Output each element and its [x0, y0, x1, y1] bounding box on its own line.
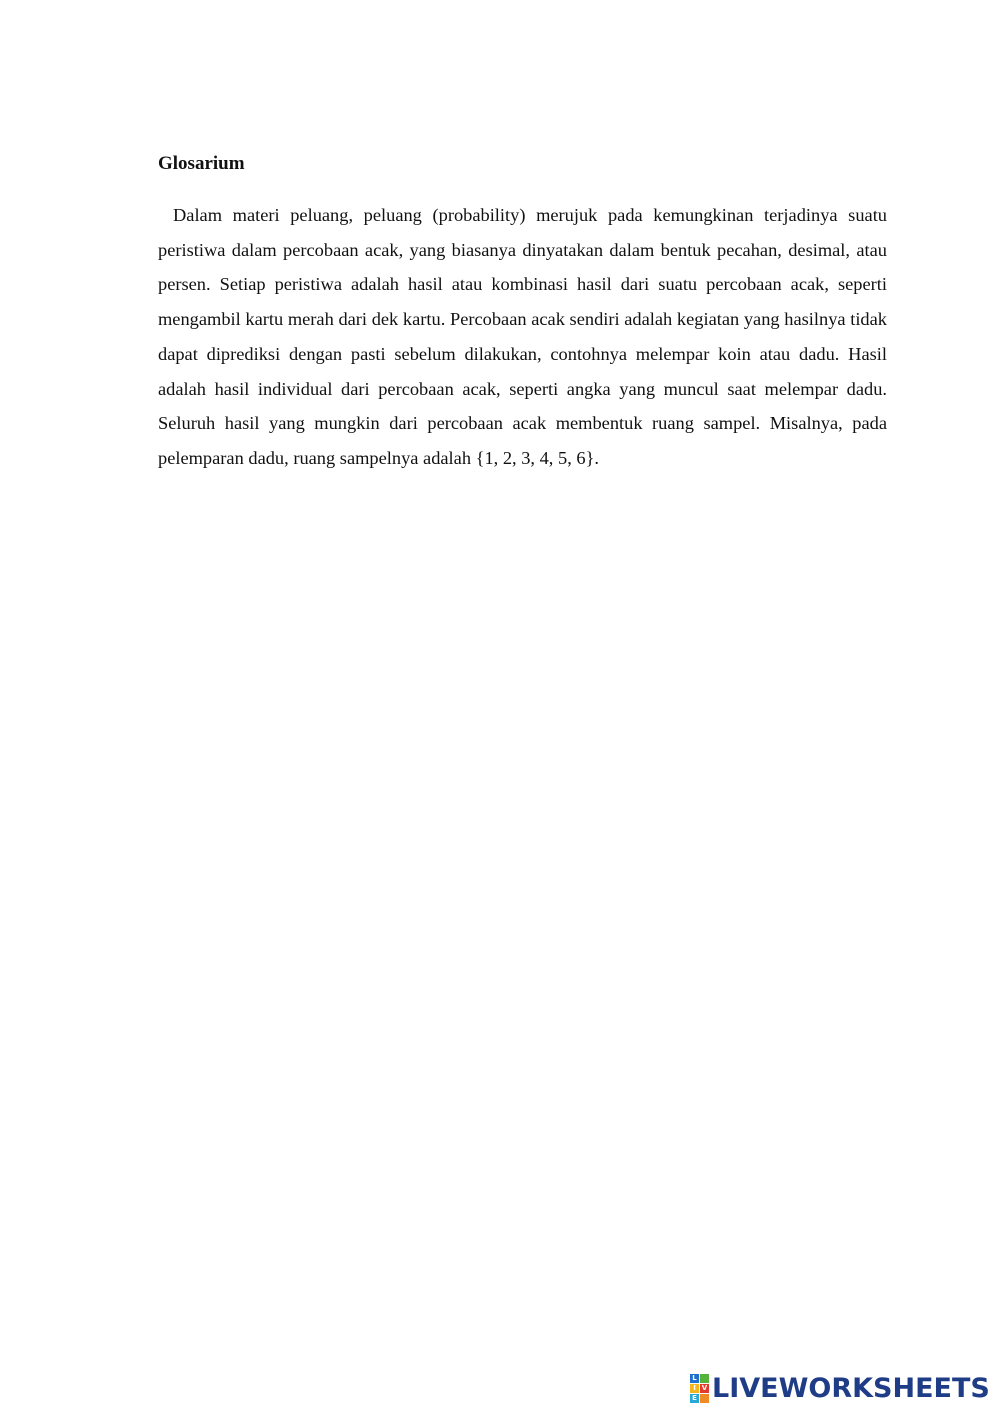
logo-letter-v: V	[701, 1384, 708, 1392]
liveworksheets-logo[interactable]	[690, 1371, 990, 1407]
logo-letter-i: I	[690, 1384, 699, 1393]
logo-letter-l: L	[690, 1374, 699, 1383]
liveworksheets-logo-icon	[690, 1374, 710, 1404]
logo-letter-e: E	[690, 1394, 699, 1403]
glossary-paragraph: Dalam materi peluang, peluang (probability) merujuk pada kemungkinan terjadinya suatu peristiwa dalam percobaan acak, yang biasanya dinyatakan dalam bentuk pecahan, desimal, atau persen. Setiap peristiwa adalah hasil atau kombinasi hasil dari suatu percobaan acak, seperti mengambil kartu merah dari dek kartu. Percobaan acak sendiri adalah kegiatan yang hasilnya tidak dapat diprediksi dengan pasti sebelum dilakukan, contohnya melempar koin atau dadu. Hasil adalah hasil individual dari percobaan acak, seperti angka yang muncul saat melempar dadu. Seluruh hasil yang mungkin dari percobaan acak membentuk ruang sampel. Misalnya, pada pelemparan dadu, ruang sampelnya adalah {1, 2, 3, 4, 5, 6}.	[158, 205, 887, 468]
page-title: Glosarium	[158, 153, 245, 174]
logo-square-orange	[700, 1394, 709, 1403]
liveworksheets-logo-text: LIVEWORKSHEETS	[712, 1373, 990, 1404]
logo-square-green	[700, 1374, 709, 1383]
